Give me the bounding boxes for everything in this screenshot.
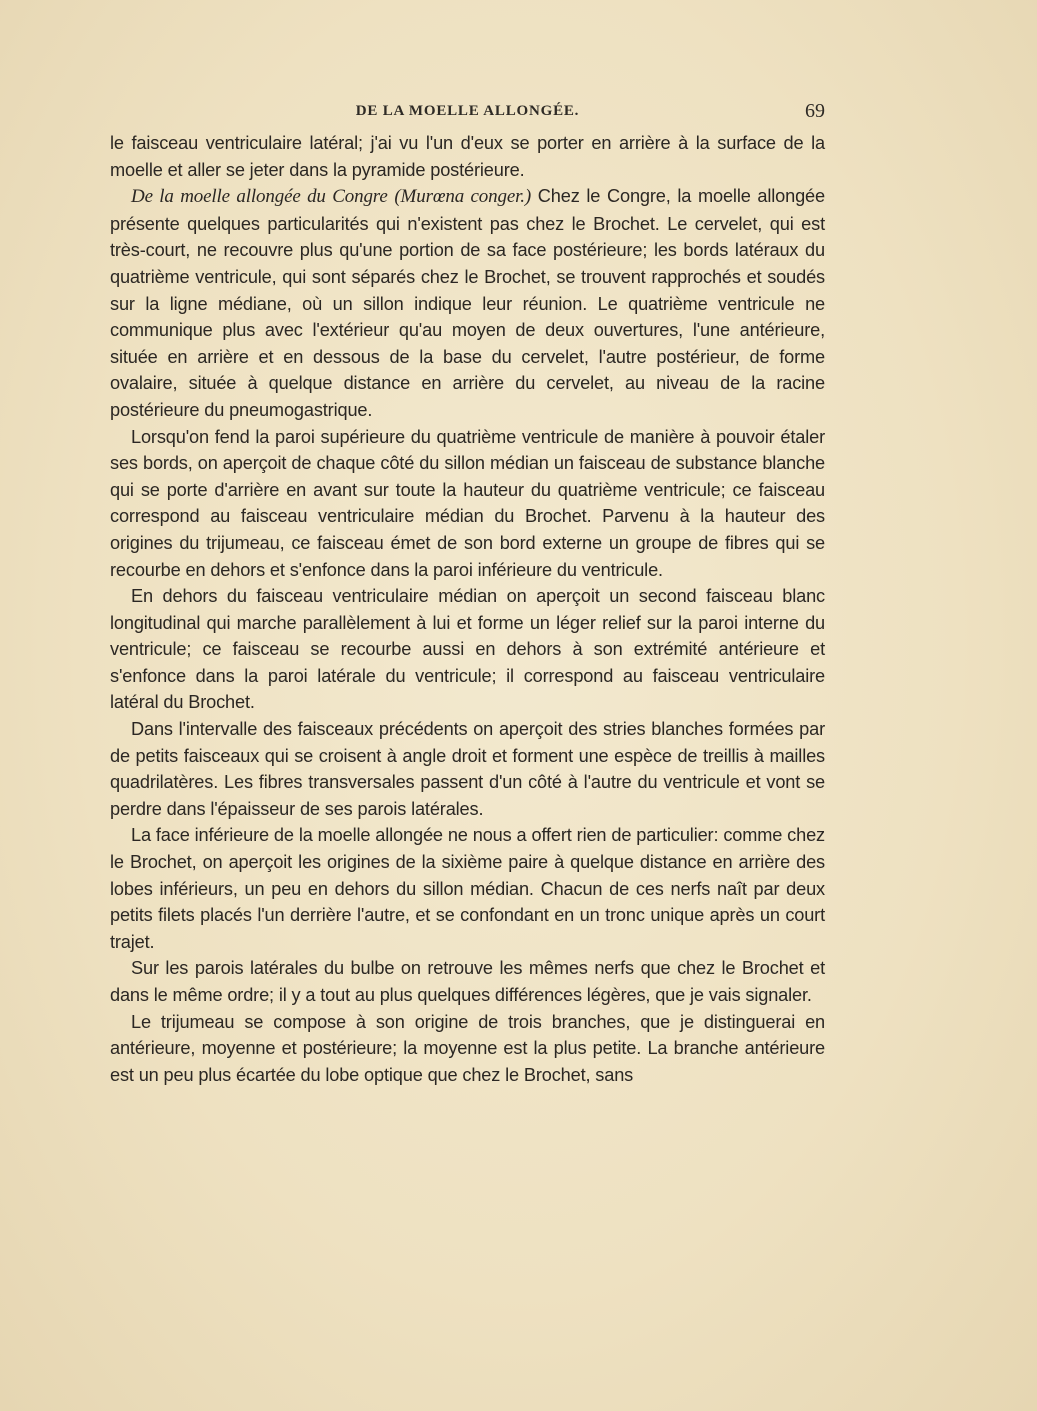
paragraph-8: Le trijumeau se compose à son origine de trois branches, que je distinguerai en antérieure, moyenne et postérieure; la moyenne est la plus petite. La branche antérieure est un peu plus écartée du lobe optique que chez le Brochet, sans [110,1011,825,1085]
paragraph-4: En dehors du faisceau ventriculaire médian on aperçoit un second faisceau blanc longitudinal qui marche parallèlement à lui et forme un léger relief sur la paroi interne du ventricule; ce faisceau se recourbe aussi en dehors à son extrémité antérieure et s'enfonce dans la paroi latérale du ventricule; il correspond au faisceau ventriculaire latéral du Brochet. [110,586,825,713]
paragraph-5: Dans l'intervalle des faisceaux précédents on aperçoit des stries blanches formées par de petits faisceaux qui se croisent à angle droit et forment une espèce de treillis à mailles quadrilatères. Les fibres transversales passent d'un côté à l'autre du ventricule et vont se perdre dans l'épaisseur de ses parois latérales. [110,719,825,819]
page-number: 69 [805,100,825,122]
section-heading: De la moelle allongée du Congre [131,186,388,208]
paragraph-2 [110,183,825,423]
paragraph-2-text: Chez le Congre, la moelle allongée présente quelques particularités qui n'existent pas chez le Brochet. Le cervelet, qui est très-court, ne recouvre plus qu'une portion de sa face postérieure; les bords latéraux du quatrième ventricule, qui sont séparés chez le Brochet, se trouvent rapprochés et soudés sur la ligne médiane, où un sillon indique leur réunion. Le quatrième ventricule ne communique plus avec l'extérieur qu'au moyen de deux ouvertures, l'une antérieure, située en arrière et en dessous de la base du cervelet, l'autre postérieur, de forme ovalaire, située à quelque distance en arrière du cervelet, au niveau de la racine postérieure du pneumogastrique. [110,186,825,420]
paragraph-1: le faisceau ventriculaire latéral; j'ai vu l'un d'eux se porter en arrière à la surface de la moelle et aller se jeter dans la pyramide postérieure. [110,133,825,180]
latin-name: (Murœna conger.) [394,186,532,208]
paragraph-7: Sur les parois latérales du bulbe on retrouve les mêmes nerfs que chez le Brochet et dans le même ordre; il y a tout au plus quelques différences légères, que je vais signaler. [110,958,825,1005]
running-head [110,100,825,126]
paragraph-6: La face inférieure de la moelle allongée ne nous a offert rien de particulier: comme chez le Brochet, on aperçoit les origines de la sixième paire à quelque distance en arrière des lobes inférieurs, un peu en dehors du sillon médian. Chacun de ces nerfs naît par deux petits filets placés l'un derrière l'autre, et se confondant en un tronc unique après un court trajet. [110,825,825,952]
paragraph-3: Lorsqu'on fend la paroi supérieure du quatrième ventricule de manière à pouvoir étaler ses bords, on aperçoit de chaque côté du sillon médian un faisceau de substance blanche qui se porte d'arrière en avant sur toute la hauteur du quatrième ventricule; ce faisceau correspond au faisceau ventriculaire médian du Brochet. Parvenu à la hauteur des origines du trijumeau, ce faisceau émet de son bord externe un groupe de fibres qui se recourbe en dehors et s'enfonce dans la paroi inférieure du ventricule. [110,426,825,580]
running-title: DE LA MOELLE ALLONGÉE. [355,103,580,119]
body-text [110,130,825,1088]
